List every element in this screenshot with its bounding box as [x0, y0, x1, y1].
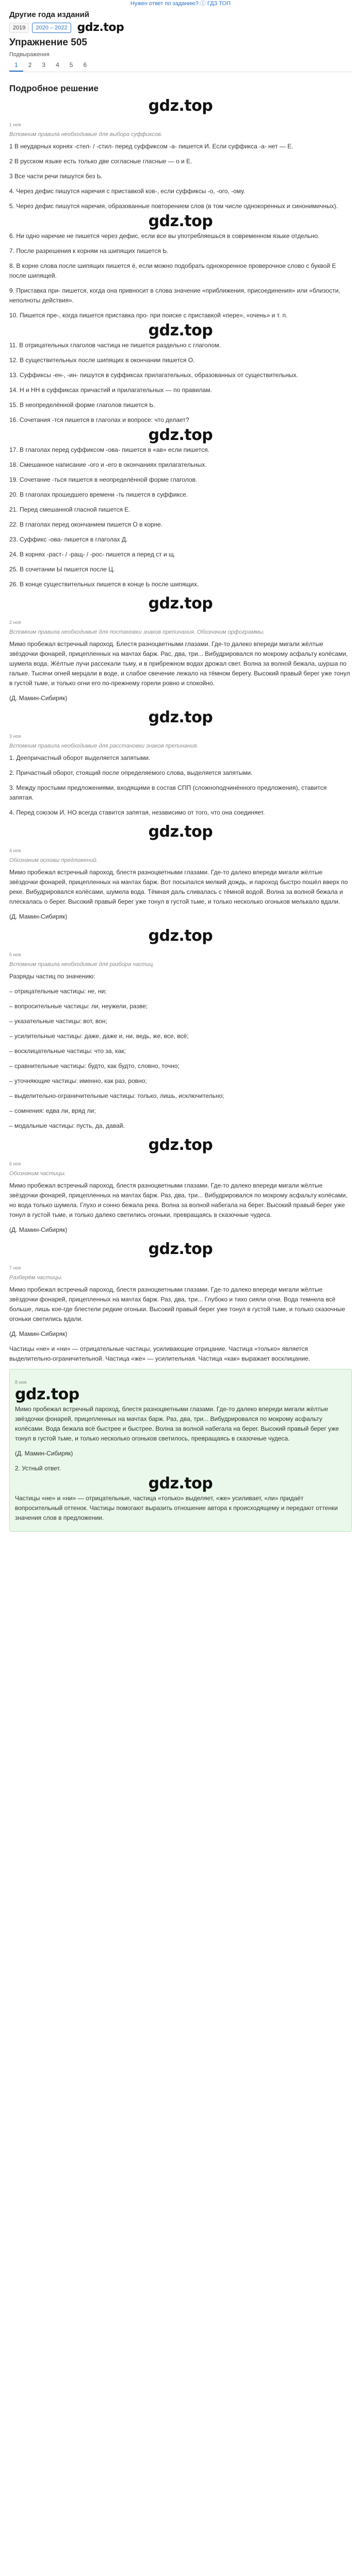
rule-line: – модальные частицы: пусть, да, давай.	[9, 1122, 125, 1129]
rule-line: 21. Перед смешанной гласной пишется Е.	[9, 506, 130, 513]
rule-line: 22. В глаголах перед окончанием пишется О в корне.	[9, 521, 163, 528]
watermark-logo: gdz.top	[15, 1385, 79, 1403]
watermark-logo: gdz.top	[148, 595, 213, 613]
rule-line: 9. Приставка при- пишется, когда она привносит в слова значение «приближения, присоединения» или «близости, неполноты действия».	[9, 287, 340, 304]
rule-line: – выделительно-ограничительные частицы: только, лишь, исключительно;	[9, 1092, 224, 1099]
watermark-logo: gdz.top	[148, 708, 213, 726]
solution-title: Подробное решение	[9, 83, 99, 93]
rule-line: 23. Суффикс -ова- пишется в глаголах Д.	[9, 536, 128, 543]
year-2020-2022[interactable]: 2020 – 2022	[32, 23, 71, 33]
tab-2[interactable]: 2	[28, 61, 32, 69]
rule-line: 6. Ни одно наречие не пишется через дефис, если все вы употребляешься в современном языке отдельно.	[9, 232, 320, 240]
rule-line: 17. В глаголах перед суффиксом -ова- пишется в «ав» если пишется.	[9, 446, 210, 453]
watermark-logo: gdz.top	[148, 97, 213, 115]
editions-title: Другие года изданий	[9, 10, 90, 19]
editions-years	[9, 21, 352, 34]
rule-line: 10. Пишется пре-, когда пишется приставка про- при поиске с приставкой «пере», «очень» и т. п.	[9, 312, 288, 319]
section-label: 5 ноя	[9, 952, 21, 957]
rule-line: – восклицательные частицы: что за, как;	[9, 1047, 126, 1055]
section-label: 7 ноя	[9, 1265, 21, 1270]
section-3	[9, 732, 352, 818]
answer-heading: 2. Устный ответ.	[15, 1465, 61, 1472]
section-2	[9, 618, 352, 703]
answer-text: Частицы «не» и «ни» — отрицательные, частица «только» выделяет, «же» усиливает, «ли» придаёт вопросительный оттенок. Частицы помогают выразить отношение автора к происходящему и передают оттенки значения слов в предложении.	[15, 1495, 338, 1521]
watermark-logo: gdz.top	[148, 212, 213, 230]
tab-1[interactable]: 1	[9, 60, 23, 72]
exercise-subtitle: Подвыражения	[9, 52, 50, 58]
rule-line: – уточняющие частицы: именно, как раз, ровно;	[9, 1077, 147, 1084]
section-note: Вспомним правила необходимые для постановки знаков препинания. Обозначим орфограммы.	[9, 629, 265, 635]
rule-line: 14. Н и НН в суффиксах причастий и прилагательных — по правилам.	[9, 386, 212, 394]
rule-line: 19. Сочетание -ться пишется в неопределённой форме глаголов.	[9, 476, 198, 483]
rule-line: – усилительные частицы: даже, даже и, ни, ведь, же, все, всё;	[9, 1032, 189, 1040]
section-label: 1 ноя	[9, 122, 21, 127]
rule-line: 7. После разрешения к корням на шипящих пишется Ь.	[9, 247, 169, 255]
section-6	[9, 1159, 352, 1235]
rule-line: 18. Смешанное написание -ого и -его в окончаниях прилагательных.	[9, 461, 207, 468]
rule-line: 3 Все части речи пишутся без Ь.	[9, 173, 103, 180]
rule-line: 5. Через дефис пишутся наречия, образованные повторением слов (в том числе однокоренных и синонимичных).	[9, 202, 338, 210]
section-1	[9, 120, 352, 589]
tab-4[interactable]: 4	[56, 61, 59, 69]
text-paragraph: Мимо пробежал встречный пароход, блестя разноцветными глазами. Где-то далеко впереди мигали жёлтые звёздочки фонарей, прицепленных на мачтах барж. Раз, два, три... Вибудрировался по мокрому асфальту колёсами. Вода бежала всё быстрее и быстрее. Волна за волной набегала на берег. Высокий правый берег уже тонул в густой тьме, и только несколько огоньков светилось, превращаясь в сказочные чудеса.	[15, 1405, 339, 1442]
rule-line: 16. Сочетания -тся пишется в глаголах и вопросе: что делает?	[9, 416, 189, 423]
section-label: 6 ноя	[9, 1161, 21, 1166]
year-2019[interactable]: 2019	[9, 23, 29, 33]
section-4	[9, 846, 352, 922]
watermark-logo: gdz.top	[148, 321, 213, 340]
rule-line: 20. В глаголах прошедшего времени -ть пишется в суффиксе.	[9, 491, 188, 498]
signature: (Д. Мамин-Сибиряк)	[9, 1330, 68, 1337]
rule-line: – указательные частицы: вот, вон;	[9, 1018, 107, 1025]
rule-line: 2 В русском языке есть только две согласные гласные — о и Е.	[9, 158, 192, 165]
rule-line: 26. В конце существительных пишется в конце Ь после шипящих.	[9, 581, 199, 588]
rule-line: 4. Перед союзом И, НО всегда ставится запятая, независимо от того, что она соединяет.	[9, 809, 265, 816]
signature: (Д. Мамин-Сибиряк)	[9, 1226, 68, 1233]
help-link[interactable]: Нужен ответ по заданию? ⓘ ГДЗ ТОП	[130, 1, 231, 7]
final-answer-box	[9, 1369, 352, 1532]
rule-line: 3. Между простыми предложениями, входящими в состав СПП (сложноподчинённого предложения), ставится запятая.	[9, 784, 327, 801]
watermark-logo: gdz.top	[148, 1240, 213, 1258]
watermark-logo: gdz.top	[148, 823, 213, 841]
section-note: Обозначим частицы.	[9, 1171, 66, 1177]
section-note: Вспомним правила необходимые для выбора суффиксов.	[9, 131, 162, 138]
rule-line: 2. Причастный оборот, стоящий после определяемого слова, выделяется запятыми.	[9, 769, 253, 776]
text-paragraph: Мимо пробежал встречный пароход. Блестя разноцветными глазами. Где-то далеко впереди мигали жёлтые звёздочки фонарей, прицепленных на мачтах барж. Рас, два, три... Вибудрировался по мокрому асфальту колёсами, шумела вода. Жёлтые лучи рассекали тьму, и в прибрежном водах дрожал свет. Волна за волной бежала, шурша по гальке. Тысячи огней мерцали в воде, и слабое свечение лежало на тёмном берегу. Высокий правый берег уже тонул в густой тьме, и только огни его по-прежнему горели ровно и спокойно.	[9, 640, 350, 687]
watermark-logo: gdz.top	[148, 426, 213, 444]
watermark-logo: gdz.top	[148, 927, 213, 945]
rule-line: – сомнения: едва ли, вряд ли;	[9, 1107, 96, 1114]
site-logo: gdz.top	[77, 21, 124, 34]
watermark-logo: gdz.top	[148, 1475, 213, 1493]
explanation: Частицы «не» и «ни» — отрицательные частицы, усиливающие отрицание. Частица «только» является выделительно-ограничительной. Частица «же» — усилительная. Частица «как» выражает восклицание.	[9, 1345, 310, 1362]
signature: (Д. Мамин-Сибиряк)	[15, 1450, 73, 1457]
exercise-title: Упражнение 505	[9, 37, 87, 48]
section-note: Вспомним правила необходимые для разбора частиц.	[9, 961, 155, 968]
section-label: 8 ноя	[15, 1380, 27, 1385]
section-7	[9, 1263, 352, 1364]
text-paragraph: Мимо пробежал встречный пароход, блестя разноцветными глазами. Где-то далеко впереди мигали жёлтые звёздочки фонарей, прицепленных на мачтах барж. Раз, два, три... Вибудрировался по мокрому асфальту колёсами, но вода только шумела. Глухо и сонно бежала река. Волна за волной набегала на берег. Высокий правый берег уже тонул в густой тьме, и только далеко светились огоньки, превращаясь в сказочные чудеса.	[9, 1182, 348, 1218]
section-5	[9, 950, 352, 1131]
rule-line: 12. В существительных после шипящих в окончании пишется О.	[9, 357, 195, 364]
rule-line: 1 В неударных корнях -стел- / -стил- перед суффиксом -а- пишется И. Если суффикса -а- нет — Е.	[9, 143, 293, 150]
rule-line: 15. В неопределённой форме глаголов пишется Ь.	[9, 401, 155, 409]
section-note: Обозначим основы предложений.	[9, 857, 98, 863]
rule-line: 4. Через дефис пишутся наречия с приставкой ков-, если суффиксы -о, -ого, -ому.	[9, 188, 245, 195]
text-paragraph: Мимо пробежал встречный пароход, блестя разноцветными глазами. Где-то далеко впереди мигали жёлтые звёздочки фонарей, прицепленных на мачтах барж. Раз, два, три... Глубоко и тихо сияли огни. Вода темнела всё больше, лишь кое-где блестели редкие огоньки. Высокий правый берег уже тонул в густой тьме, и только сказочные огоньки светились вдали.	[9, 1286, 346, 1323]
section-label: 4 ноя	[9, 848, 21, 853]
section-note: Вспомним правила необходимые для расстановки знаков препинания.	[9, 743, 199, 749]
section-note: Разберём частицы.	[9, 1275, 63, 1281]
signature: (Д. Мамин-Сибиряк)	[9, 694, 68, 702]
tab-3[interactable]: 3	[42, 61, 46, 69]
rule-line: 25. В сочетании Ы пишется после Ц.	[9, 566, 115, 573]
rule-line: – отрицательные частицы: не, ни;	[9, 988, 107, 995]
tab-5[interactable]: 5	[69, 61, 73, 69]
rule-line: 11. В отрицательных глаголов частица не пишется раздельно с глаголом.	[9, 342, 221, 349]
watermark-logo: gdz.top	[148, 1136, 213, 1154]
tab-6[interactable]: 6	[83, 61, 87, 69]
rule-line: 24. В корнях -раст- / -ращ- / -рос- пишется а перед ст и щ.	[9, 551, 176, 558]
section-heading: Разряды частиц по значению:	[9, 973, 95, 980]
signature: (Д. Мамин-Сибиряк)	[9, 913, 68, 920]
part-tabs	[9, 60, 352, 72]
section-label: 2 ноя	[9, 620, 21, 625]
rule-line: 13. Суффиксы -ен-, -ин- пишутся в суффиксах прилагательных, образованных от существительных.	[9, 371, 298, 379]
rule-line: 8. В корне слова после шипящих пишется ё, если можно подобрать однокоренное проверочное слово с буквой Е после шипящей.	[9, 262, 336, 279]
rule-line: – вопросительные частицы: ли, неужели, разве;	[9, 1003, 148, 1010]
section-label: 3 ноя	[9, 734, 21, 739]
rule-line: 1. Деепричастный оборот выделяется запятыми.	[9, 754, 151, 761]
rule-line: – сравнительные частицы: будто, как будто, словно, точно;	[9, 1062, 179, 1070]
text-paragraph: Мимо пробежал встречный пароход, блестя разноцветными глазами. Где-то далеко впереди мигали жёлтые звёздочки фонарей, прицепленных на мачтах барж. Вот посыпался мелкий дождь, и пароход быстро пошёл вверх по реке. Вибудрировался колёсами, шумела вода. Тёмная даль сливалась с тёмной водой. Волна за волной бежала и плескалась о берег. Высокий правый берег уже тонул в густой тьме, и только несколько огоньков мелькало вдали.	[9, 869, 348, 905]
